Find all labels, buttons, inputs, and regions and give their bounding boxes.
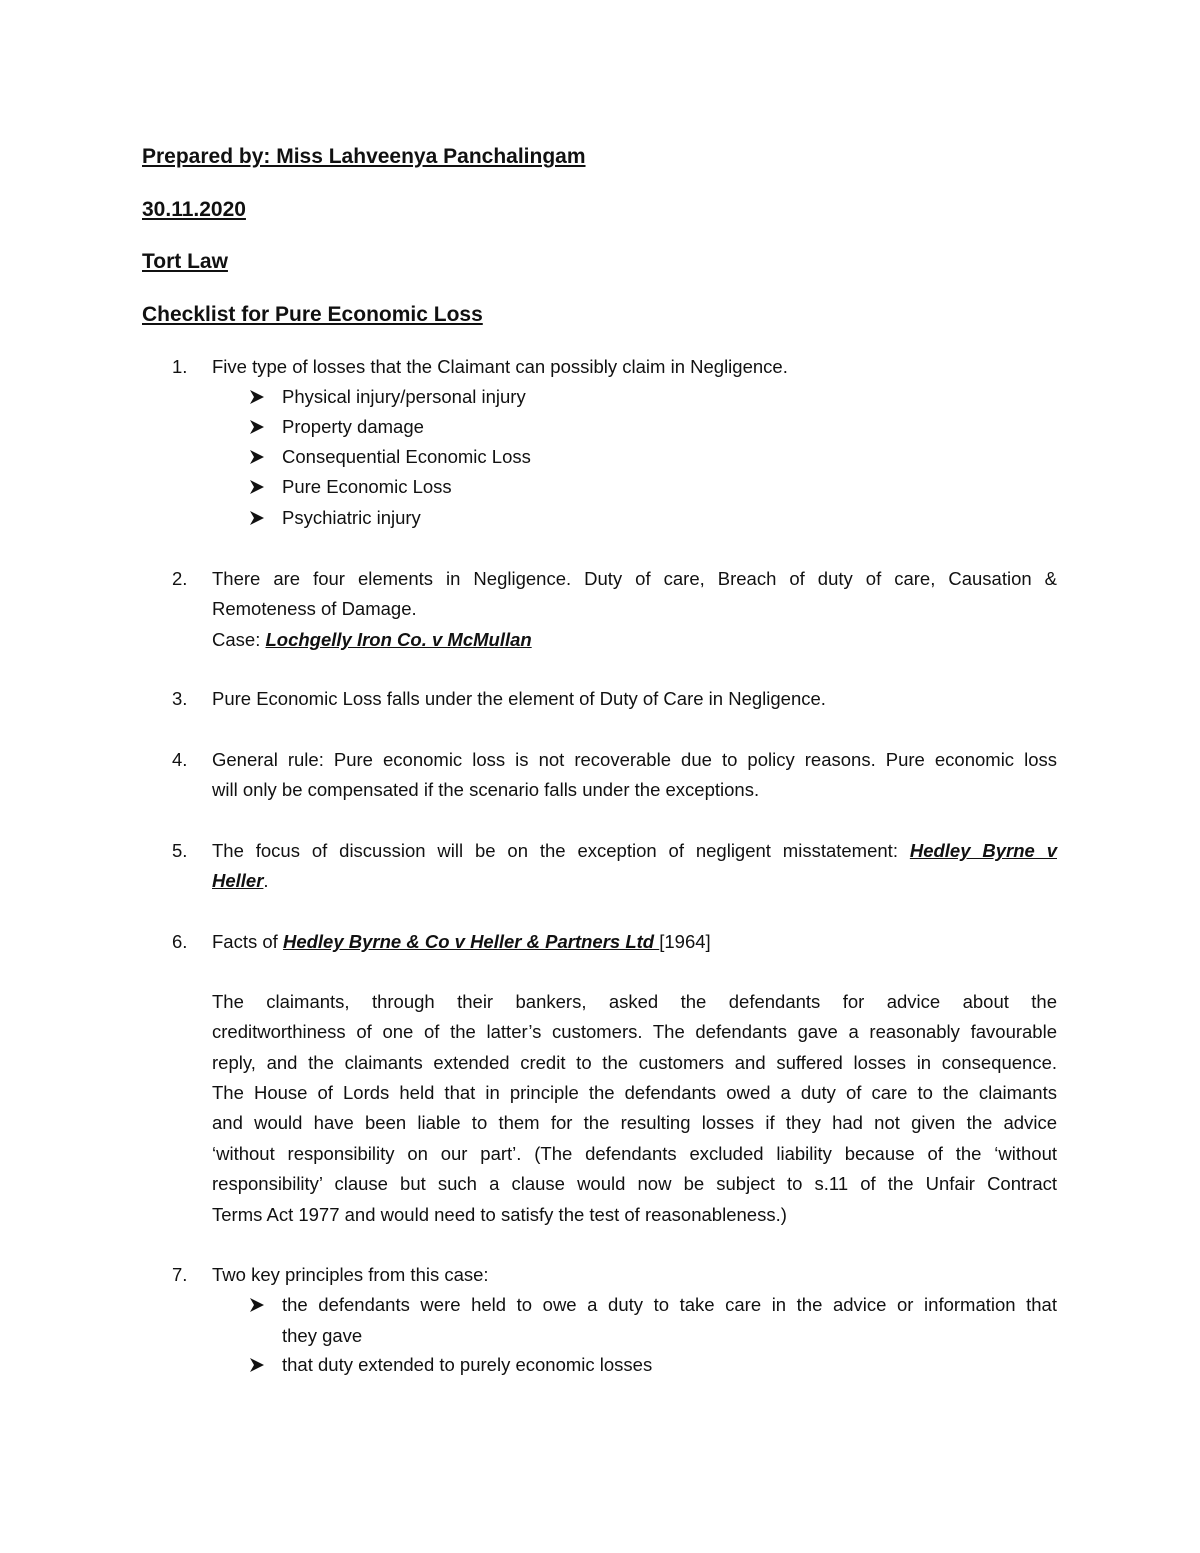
arrowhead-bullet-icon	[249, 389, 265, 405]
item-4-line-2: will only be compensated if the scenario falls under the exceptions.	[212, 779, 760, 800]
facts-text: The House of Lords held that in principle the defendants owed a duty of care to the claimants	[212, 1082, 1057, 1103]
item-5-text	[212, 842, 1057, 861]
item-3-number: 3.	[172, 688, 188, 709]
item-7-bullet-line-2: they gave	[282, 1325, 363, 1346]
item-7-bullet-line	[282, 1296, 1057, 1315]
facts-line	[212, 1084, 1057, 1103]
item-5-tail: .	[263, 870, 269, 891]
item-1-bullet: Pure Economic Loss	[282, 476, 452, 497]
item-1-bullet: Consequential Economic Loss	[282, 446, 531, 467]
facts-line-last: Terms Act 1977 and would need to satisfy the test of reasonableness.)	[212, 1204, 787, 1225]
item-4-text: General rule: Pure economic loss is not recoverable due to policy reasons. Pure economic loss	[212, 749, 1057, 770]
facts-text: creditworthiness of one of the latter’s customers. The defendants gave a reasonably favourable	[212, 1021, 1057, 1042]
facts-line	[212, 1114, 1057, 1133]
item-1-bullet: Psychiatric injury	[282, 507, 421, 528]
facts-line	[212, 1175, 1057, 1194]
case-citation: Hedley Byrne v	[909, 840, 1057, 861]
item-2-line	[212, 570, 1057, 589]
arrowhead-bullet-icon	[249, 479, 265, 495]
arrowhead-bullet-icon	[249, 419, 265, 435]
item-2-case-line	[212, 631, 532, 650]
arrowhead-bullet-icon	[249, 1297, 265, 1313]
item-5-line	[212, 842, 1057, 861]
document-date: 30.11.2020	[142, 198, 246, 221]
facts-line	[212, 1145, 1057, 1164]
item-1-text: Five type of losses that the Claimant can possibly claim in Negligence.	[212, 356, 788, 377]
item-7-bullet-text: the defendants were held to owe a duty to take care in the advice or information that	[282, 1294, 1057, 1315]
item-4-line	[212, 751, 1057, 770]
facts-line	[212, 1054, 1057, 1073]
item-1-bullet: Property damage	[282, 416, 424, 437]
facts-text: The claimants, through their bankers, asked the defendants for advice about the	[212, 991, 1057, 1012]
subject-heading: Tort Law	[142, 250, 228, 273]
item-5-number: 5.	[172, 840, 188, 861]
item-7-text: Two key principles from this case:	[212, 1264, 489, 1285]
item-7-bullet-2: that duty extended to purely economic losses	[282, 1354, 653, 1375]
facts-text: ‘without responsibility on our part’. (The defendants excluded liability because of the ‘without	[212, 1143, 1057, 1164]
case-citation: Hedley Byrne & Co v Heller & Partners Ltd	[282, 931, 660, 952]
facts-text: and would have been liable to them for the resulting losses if they had not given the advice	[212, 1112, 1057, 1133]
case-citation: Lochgelly Iron Co. v McMullan	[265, 629, 532, 650]
item-3-text: Pure Economic Loss falls under the element of Duty of Care in Negligence.	[212, 688, 826, 709]
facts-text: responsibility’ clause but such a clause would now be subject to s.11 of the Unfair Contract	[212, 1173, 1057, 1194]
facts-text: reply, and the claimants extended credit to the customers and suffered losses in consequence.	[212, 1052, 1057, 1073]
item-4-number: 4.	[172, 749, 188, 770]
item-2-line-2: Remoteness of Damage.	[212, 598, 417, 619]
checklist-title: Checklist for Pure Economic Loss	[142, 303, 483, 326]
item-1-bullet: Physical injury/personal injury	[282, 386, 526, 407]
facts-line	[212, 1023, 1057, 1042]
item-7-number: 7.	[172, 1264, 188, 1285]
item-1-number: 1.	[172, 356, 188, 377]
case-citation: Heller	[212, 870, 264, 891]
case-label: Case:	[212, 629, 266, 650]
arrowhead-bullet-icon	[249, 449, 265, 465]
item-6-heading	[212, 933, 711, 952]
item-2-text: There are four elements in Negligence. Duty of care, Breach of duty of care, Causation &	[212, 568, 1057, 589]
item-6-number: 6.	[172, 931, 188, 952]
item-5-line-2	[212, 872, 269, 891]
item-2-number: 2.	[172, 568, 188, 589]
item-5-text-part: The focus of discussion will be on the exception of negligent misstatement:	[212, 840, 910, 861]
case-year: [1964]	[659, 931, 711, 952]
arrowhead-bullet-icon	[249, 510, 265, 526]
arrowhead-bullet-icon	[249, 1357, 265, 1373]
facts-line	[212, 993, 1057, 1012]
prepared-by: Prepared by: Miss Lahveenya Panchalingam	[142, 145, 586, 168]
item-6-prefix: Facts of	[212, 931, 283, 952]
